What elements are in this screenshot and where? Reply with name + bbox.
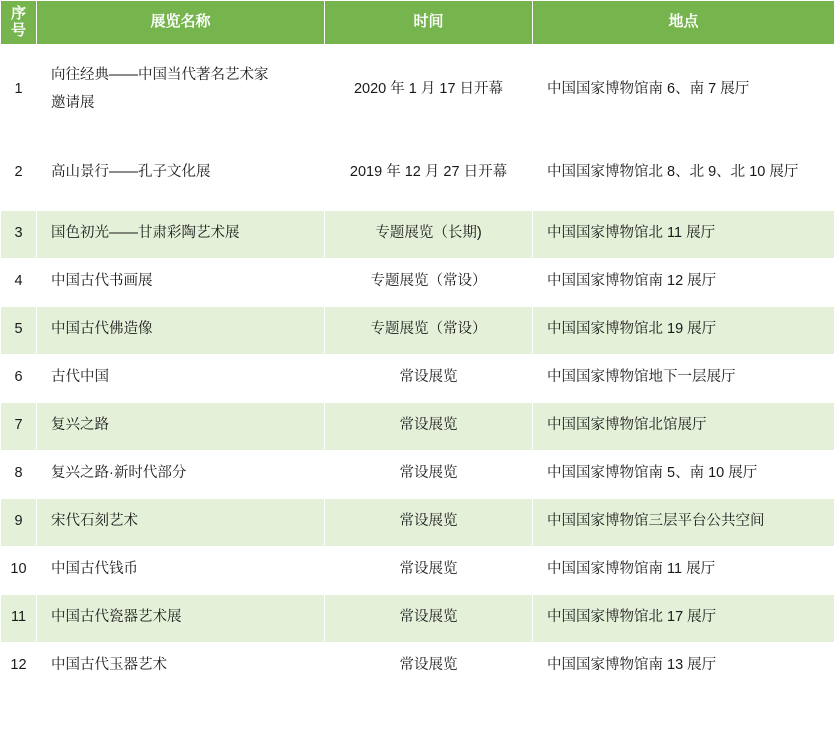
cell-name: 古代中国 <box>37 354 325 402</box>
cell-place: 中国国家博物馆北馆展厅 <box>533 402 835 450</box>
table-row <box>1 594 835 642</box>
table-body <box>1 44 835 690</box>
table-row <box>1 402 835 450</box>
cell-place: 中国国家博物馆地下一层展厅 <box>533 354 835 402</box>
cell-name: 高山景行——孔子文化展 <box>37 136 325 210</box>
table-row <box>1 136 835 210</box>
cell-name: 国色初光——甘肃彩陶艺术展 <box>37 210 325 258</box>
cell-time: 专题展览（长期) <box>325 210 533 258</box>
table-row <box>1 306 835 354</box>
cell-time: 2019 年 12 月 27 日开幕 <box>325 136 533 210</box>
cell-time: 2020 年 1 月 17 日开幕 <box>325 44 533 136</box>
cell-no: 3 <box>1 210 37 258</box>
cell-place: 中国国家博物馆南 6、南 7 展厅 <box>533 44 835 136</box>
header-row <box>1 1 835 45</box>
cell-name: 宋代石刻艺术 <box>37 498 325 546</box>
table-header <box>1 1 835 45</box>
cell-place: 中国国家博物馆南 11 展厅 <box>533 546 835 594</box>
cell-name: 中国古代瓷器艺术展 <box>37 594 325 642</box>
cell-place: 中国国家博物馆南 13 展厅 <box>533 642 835 690</box>
cell-time: 常设展览 <box>325 546 533 594</box>
cell-place: 中国国家博物馆北 8、北 9、北 10 展厅 <box>533 136 835 210</box>
cell-place: 中国国家博物馆南 12 展厅 <box>533 258 835 306</box>
cell-name: 复兴之路·新时代部分 <box>37 450 325 498</box>
cell-no: 5 <box>1 306 37 354</box>
cell-time: 常设展览 <box>325 498 533 546</box>
cell-no: 1 <box>1 44 37 136</box>
table-row <box>1 546 835 594</box>
cell-place: 中国国家博物馆南 5、南 10 展厅 <box>533 450 835 498</box>
cell-no: 2 <box>1 136 37 210</box>
table-row <box>1 44 835 136</box>
cell-place: 中国国家博物馆北 11 展厅 <box>533 210 835 258</box>
cell-no: 12 <box>1 642 37 690</box>
cell-time: 专题展览（常设） <box>325 306 533 354</box>
cell-place: 中国国家博物馆三层平台公共空间 <box>533 498 835 546</box>
cell-time: 常设展览 <box>325 354 533 402</box>
cell-no: 8 <box>1 450 37 498</box>
column-header-no-line1: 序 <box>10 5 26 22</box>
table-row <box>1 498 835 546</box>
column-header-place: 地点 <box>533 1 835 45</box>
table-row <box>1 210 835 258</box>
cell-no: 11 <box>1 594 37 642</box>
cell-time: 常设展览 <box>325 642 533 690</box>
column-header-name: 展览名称 <box>37 1 325 45</box>
table-row <box>1 450 835 498</box>
table-row <box>1 258 835 306</box>
cell-time: 常设展览 <box>325 450 533 498</box>
cell-no: 7 <box>1 402 37 450</box>
cell-place: 中国国家博物馆北 17 展厅 <box>533 594 835 642</box>
cell-name: 复兴之路 <box>37 402 325 450</box>
cell-no: 6 <box>1 354 37 402</box>
cell-no: 10 <box>1 546 37 594</box>
column-header-time: 时间 <box>325 1 533 45</box>
table-row <box>1 642 835 690</box>
cell-place: 中国国家博物馆北 19 展厅 <box>533 306 835 354</box>
cell-name: 中国古代钱币 <box>37 546 325 594</box>
cell-name-line2: 邀请展 <box>51 95 95 111</box>
cell-name-line1: 向往经典——中国当代著名艺术家 <box>51 67 269 84</box>
cell-time: 常设展览 <box>325 402 533 450</box>
cell-time: 常设展览 <box>325 594 533 642</box>
column-header-no <box>1 1 37 45</box>
cell-name: 中国古代佛造像 <box>37 306 325 354</box>
cell-name: 中国古代书画展 <box>37 258 325 306</box>
cell-name: 中国古代玉器艺术 <box>37 642 325 690</box>
table-row <box>1 354 835 402</box>
cell-no: 9 <box>1 498 37 546</box>
cell-time: 专题展览（常设） <box>325 258 533 306</box>
cell-no: 4 <box>1 258 37 306</box>
cell-name <box>37 44 325 136</box>
column-header-no-line2: 号 <box>10 22 26 40</box>
